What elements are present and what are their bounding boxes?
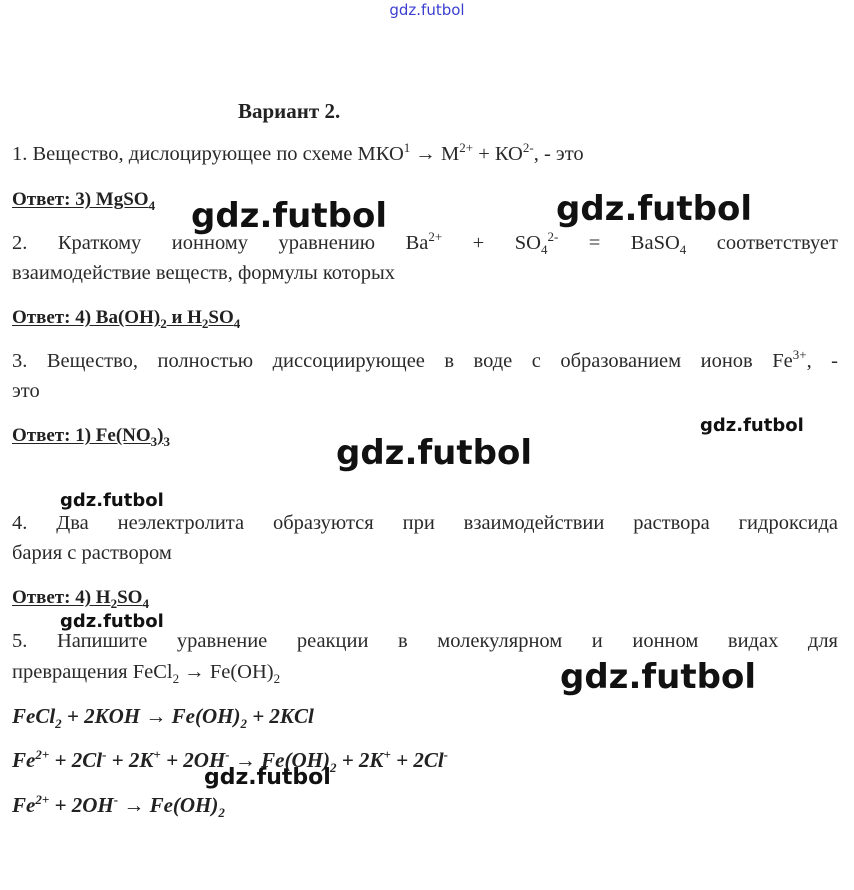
eq1-b: + 2KOH → Fe(OH) [61, 704, 241, 728]
answer-2 [12, 307, 240, 329]
a2-mid: и H [166, 307, 202, 328]
question-4-line-1: 4. Два неэлектролита образуются при взаимодействии раствора гидроксида [12, 512, 838, 534]
watermark: gdz.futbol [60, 490, 164, 511]
a2-pre: Ответ: 4) Ba(OH) [12, 307, 161, 328]
top-watermark: gdz.futbol [389, 1, 465, 19]
a3-mid: ) [157, 425, 164, 446]
a3-pre: Ответ: 1) Fe(NO [12, 425, 151, 446]
question-5-line-1: 5. Напишите уравнение реакции в молекулярном и ионном видах для [12, 630, 838, 652]
watermark: gdz.futbol [60, 611, 164, 632]
q5-sub2: 2 [273, 671, 281, 687]
q1-arrow: → М [410, 143, 460, 165]
q1-text: 1. Вещество, дислоцирующее по схеме МКО [12, 143, 404, 165]
eq3-p1: 2+ [35, 792, 50, 807]
question-2-line-2: взаимодействие веществ, формулы которых [12, 262, 395, 284]
eq2-d: + 2OH [160, 748, 226, 772]
eq2-a: Fe [12, 748, 36, 772]
question-2-line-1 [12, 229, 838, 258]
eq2-p2: - [102, 747, 107, 762]
q2-eq: = BaSO [558, 232, 680, 254]
eq2-e: → Fe(OH) [229, 748, 330, 772]
q2-post: соответствует [686, 232, 838, 254]
a2-sub3: 4 [233, 315, 241, 331]
a4-pre: Ответ: 4) H [12, 587, 111, 608]
eq2-f: + 2K [336, 748, 384, 772]
q5-mid: → Fe(OH) [179, 661, 274, 683]
a2-sub1: 2 [160, 315, 167, 331]
eq2-c: + 2K [106, 748, 154, 772]
eq2-p1: 2+ [35, 747, 50, 762]
a4-post: SO [117, 587, 143, 608]
q2-sub1: 4 [540, 242, 548, 258]
q1-plus: + КО [473, 143, 523, 165]
a2-sub2: 2 [201, 315, 209, 331]
q2-sup2: 2- [547, 229, 559, 245]
q3-pre: 3. Вещество, полностью диссоциирующее в воде с образованием ионов Fe [12, 350, 793, 372]
eq3-s1: 2 [218, 805, 225, 821]
eq1-c: + 2KCl [246, 704, 314, 728]
a1-label: Ответ: 3) MgSO [12, 189, 149, 210]
q1-sup1: 1 [403, 140, 411, 156]
eq3-a: Fe [12, 793, 36, 817]
eq2-p4: - [225, 747, 230, 762]
watermark: gdz.futbol [556, 189, 752, 229]
a3-sub1: 3 [150, 433, 158, 449]
q2-sup1: 2+ [428, 229, 443, 245]
eq1-s1: 2 [55, 716, 62, 732]
watermark: gdz.futbol [204, 765, 331, 790]
a2-post: SO [208, 307, 234, 328]
q2-pre: 2. Краткому ионному уравнению Ba [12, 232, 429, 254]
q3-sup1: 3+ [792, 347, 807, 363]
equation-short-ionic [12, 792, 225, 821]
eq2-p5: + [383, 747, 391, 762]
equation-molecular [12, 704, 314, 732]
eq2-b: + 2Cl [49, 748, 103, 772]
question-5-line-2 [12, 661, 281, 687]
eq3-b: + 2OH [49, 793, 114, 817]
watermark: gdz.futbol [560, 657, 756, 697]
page-title: Вариант 2. [238, 99, 341, 123]
eq2-p6: - [443, 747, 449, 762]
question-4-line-2: бария с раствором [12, 542, 172, 564]
a4-sub2: 4 [142, 595, 149, 611]
watermark: gdz.futbol [336, 433, 532, 473]
answer-4 [12, 587, 149, 609]
eq1-s2: 2 [240, 716, 247, 732]
eq1-a: FeCl [12, 704, 56, 728]
eq3-c: → Fe(OH) [118, 793, 219, 817]
eq2-p3: + [153, 747, 161, 762]
question-3-line-2: это [12, 380, 40, 402]
eq2-s1: 2 [329, 760, 337, 776]
eq2-g: + 2Cl [390, 748, 444, 772]
a3-sub2: 3 [163, 433, 170, 449]
q5-pre: превращения FeCl [12, 661, 173, 683]
q2-plus: + SO [442, 232, 541, 254]
q1-sup2: 2+ [459, 140, 474, 156]
question-3-line-1 [12, 347, 839, 373]
question-1 [12, 140, 584, 166]
eq3-p2: - [113, 792, 119, 807]
watermark: gdz.futbol [191, 196, 387, 236]
answer-3 [12, 425, 170, 447]
watermark: gdz.futbol [700, 415, 804, 436]
q3-post: , - [806, 350, 839, 372]
answer-1 [12, 189, 155, 211]
q2-sub2: 4 [679, 242, 687, 258]
q5-sub1: 2 [172, 671, 180, 687]
q1-end: , - это [533, 143, 584, 165]
a1-sub: 4 [148, 197, 156, 213]
a4-sub1: 2 [110, 595, 118, 611]
q1-sup3: 2- [522, 140, 534, 156]
